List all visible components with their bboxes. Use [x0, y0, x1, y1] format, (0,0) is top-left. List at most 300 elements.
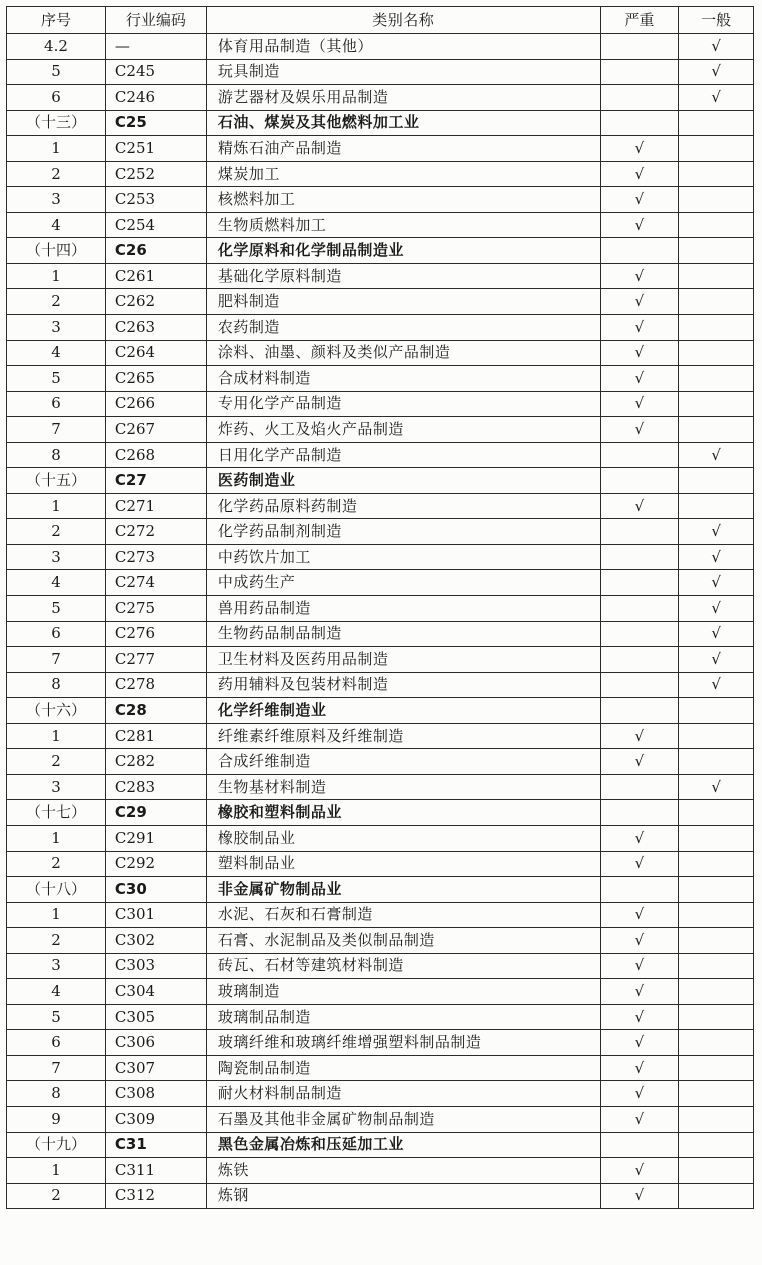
- table-row: [7, 596, 754, 622]
- row-no: 2: [7, 161, 106, 187]
- row-no: 2: [7, 851, 106, 877]
- row-name: 专用化学产品制造: [206, 391, 600, 417]
- row-severe-cell: [600, 417, 679, 443]
- table-row: [7, 289, 754, 315]
- row-severe-cell: [600, 647, 679, 673]
- row-name: 农药制造: [206, 315, 600, 341]
- row-general-cell: [679, 596, 754, 622]
- row-general-cell: [679, 1055, 754, 1081]
- row-general-cell: [679, 1004, 754, 1030]
- row-name: 涂料、油墨、颜料及类似产品制造: [206, 340, 600, 366]
- check-mark-icon: √: [634, 292, 645, 311]
- check-mark-icon: √: [634, 394, 645, 413]
- row-severe-cell: [600, 570, 679, 596]
- check-mark-icon: √: [634, 828, 645, 847]
- row-name: 核燃料加工: [206, 187, 600, 213]
- industry-classification-table: [6, 6, 754, 1209]
- header-general: 一般: [679, 7, 754, 34]
- table-row: [7, 161, 754, 187]
- header-code: 行业编码: [105, 7, 206, 34]
- row-severe-cell: [600, 1106, 679, 1132]
- row-code: C278: [105, 672, 206, 698]
- row-general-cell: [679, 774, 754, 800]
- check-mark-icon: √: [634, 956, 645, 975]
- table-row: [7, 493, 754, 519]
- row-severe-cell: [600, 315, 679, 341]
- check-mark-icon: √: [711, 777, 721, 796]
- row-no: 5: [7, 1004, 106, 1030]
- check-mark-icon: √: [634, 138, 645, 157]
- check-mark-icon: √: [711, 573, 721, 592]
- table-header-row: [7, 7, 754, 34]
- check-mark-icon: √: [634, 343, 645, 362]
- row-code: C267: [105, 417, 206, 443]
- row-no: 1: [7, 136, 106, 162]
- row-code: C277: [105, 647, 206, 673]
- row-severe-cell: [600, 749, 679, 775]
- row-no: 3: [7, 315, 106, 341]
- row-code: C268: [105, 442, 206, 468]
- table-row: [7, 544, 754, 570]
- row-code: C25: [105, 110, 206, 136]
- section-row: [7, 698, 754, 724]
- row-general-cell: [679, 136, 754, 162]
- row-severe-cell: [600, 212, 679, 238]
- row-name: 炼钢: [206, 1183, 600, 1209]
- check-mark-icon: √: [634, 1033, 645, 1052]
- row-name: 玻璃制品制造: [206, 1004, 600, 1030]
- row-no: （十六）: [7, 698, 106, 724]
- row-code: C27: [105, 468, 206, 494]
- row-general-cell: [679, 1158, 754, 1184]
- row-name: 体育用品制造（其他）: [206, 34, 600, 60]
- row-no: 3: [7, 953, 106, 979]
- row-severe-cell: [600, 136, 679, 162]
- row-general-cell: [679, 366, 754, 392]
- row-severe-cell: [600, 621, 679, 647]
- row-severe-cell: [600, 928, 679, 954]
- row-general-cell: [679, 647, 754, 673]
- row-code: C281: [105, 723, 206, 749]
- row-code: C312: [105, 1183, 206, 1209]
- table-row: [7, 979, 754, 1005]
- check-mark-icon: √: [634, 496, 645, 515]
- check-mark-icon: √: [711, 522, 721, 541]
- row-name: 橡胶和塑料制品业: [206, 800, 600, 826]
- row-no: 4: [7, 570, 106, 596]
- section-row: [7, 238, 754, 264]
- row-code: C26: [105, 238, 206, 264]
- row-severe-cell: [600, 493, 679, 519]
- row-severe-cell: [600, 519, 679, 545]
- row-name: 中成药生产: [206, 570, 600, 596]
- row-name: 塑料制品业: [206, 851, 600, 877]
- row-general-cell: [679, 544, 754, 570]
- row-no: 2: [7, 289, 106, 315]
- check-mark-icon: √: [711, 547, 721, 566]
- row-no: 5: [7, 596, 106, 622]
- row-severe-cell: [600, 442, 679, 468]
- row-no: （十四）: [7, 238, 106, 264]
- row-no: 1: [7, 1158, 106, 1184]
- table-row: [7, 263, 754, 289]
- check-mark-icon: √: [711, 598, 721, 617]
- row-general-cell: [679, 110, 754, 136]
- header-severe: 严重: [600, 7, 679, 34]
- row-severe-cell: [600, 263, 679, 289]
- section-row: [7, 1132, 754, 1158]
- row-severe-cell: [600, 1004, 679, 1030]
- check-mark-icon: √: [634, 1007, 645, 1026]
- row-no: 7: [7, 647, 106, 673]
- table-row: [7, 59, 754, 85]
- check-mark-icon: √: [634, 215, 645, 234]
- row-name: 非金属矿物制品业: [206, 877, 600, 903]
- row-severe-cell: [600, 1158, 679, 1184]
- row-code: C246: [105, 85, 206, 111]
- row-no: 3: [7, 187, 106, 213]
- table-row: [7, 1183, 754, 1209]
- table-row: [7, 1158, 754, 1184]
- row-severe-cell: [600, 979, 679, 1005]
- row-general-cell: [679, 953, 754, 979]
- row-code: C266: [105, 391, 206, 417]
- row-name: 陶瓷制品制造: [206, 1055, 600, 1081]
- row-severe-cell: [600, 774, 679, 800]
- row-code: C311: [105, 1158, 206, 1184]
- row-code: C282: [105, 749, 206, 775]
- row-general-cell: [679, 621, 754, 647]
- row-general-cell: [679, 263, 754, 289]
- table-row: [7, 366, 754, 392]
- row-general-cell: [679, 851, 754, 877]
- row-code: C305: [105, 1004, 206, 1030]
- table-row: [7, 953, 754, 979]
- check-mark-icon: √: [634, 1109, 645, 1128]
- header-no: 序号: [7, 7, 106, 34]
- row-no: 2: [7, 928, 106, 954]
- row-code: C306: [105, 1030, 206, 1056]
- row-code: C252: [105, 161, 206, 187]
- table-row: [7, 1030, 754, 1056]
- table-row: [7, 1055, 754, 1081]
- row-no: （十五）: [7, 468, 106, 494]
- row-code: C31: [105, 1132, 206, 1158]
- header-name: 类别名称: [206, 7, 600, 34]
- row-no: 8: [7, 442, 106, 468]
- row-code: C251: [105, 136, 206, 162]
- row-code: C273: [105, 544, 206, 570]
- check-mark-icon: √: [634, 982, 645, 1000]
- row-no: 3: [7, 544, 106, 570]
- check-mark-icon: √: [634, 368, 645, 387]
- row-no: 5: [7, 59, 106, 85]
- row-general-cell: [679, 1081, 754, 1107]
- table-row: [7, 391, 754, 417]
- row-no: 6: [7, 391, 106, 417]
- row-general-cell: [679, 698, 754, 724]
- row-general-cell: [679, 672, 754, 698]
- check-mark-icon: √: [634, 164, 645, 183]
- row-general-cell: [679, 187, 754, 213]
- row-no: 1: [7, 263, 106, 289]
- row-name: 生物质燃料加工: [206, 212, 600, 238]
- section-row: [7, 877, 754, 903]
- row-severe-cell: [600, 596, 679, 622]
- row-name: 耐火材料制品制造: [206, 1081, 600, 1107]
- row-code: C302: [105, 928, 206, 954]
- row-severe-cell: [600, 1030, 679, 1056]
- row-general-cell: [679, 442, 754, 468]
- row-general-cell: [679, 161, 754, 187]
- row-no: 4.2: [7, 34, 106, 60]
- row-general-cell: [679, 928, 754, 954]
- row-name: 石油、煤炭及其他燃料加工业: [206, 110, 600, 136]
- row-severe-cell: [600, 1132, 679, 1158]
- table-row: [7, 672, 754, 698]
- row-code: C28: [105, 698, 206, 724]
- row-severe-cell: [600, 366, 679, 392]
- row-severe-cell: [600, 187, 679, 213]
- check-mark-icon: √: [634, 190, 645, 209]
- row-general-cell: [679, 289, 754, 315]
- check-mark-icon: √: [711, 87, 721, 106]
- row-code: C303: [105, 953, 206, 979]
- row-severe-cell: [600, 1055, 679, 1081]
- check-mark-icon: √: [634, 752, 645, 771]
- row-name: 化学纤维制造业: [206, 698, 600, 724]
- table-row: [7, 825, 754, 851]
- row-name: 玩具制造: [206, 59, 600, 85]
- check-mark-icon: √: [634, 1186, 645, 1205]
- row-general-cell: [679, 315, 754, 341]
- table-row: [7, 928, 754, 954]
- row-no: 3: [7, 774, 106, 800]
- row-general-cell: [679, 85, 754, 111]
- row-general-cell: [679, 570, 754, 596]
- row-general-cell: [679, 1183, 754, 1209]
- row-name: 药用辅料及包装材料制造: [206, 672, 600, 698]
- row-no: 5: [7, 366, 106, 392]
- row-no: 2: [7, 749, 106, 775]
- row-general-cell: [679, 877, 754, 903]
- row-no: 9: [7, 1106, 106, 1132]
- row-general-cell: [679, 212, 754, 238]
- row-severe-cell: [600, 953, 679, 979]
- row-no: （十七）: [7, 800, 106, 826]
- table-body: [7, 34, 754, 1209]
- row-name: 中药饮片加工: [206, 544, 600, 570]
- check-mark-icon: √: [634, 1160, 645, 1179]
- check-mark-icon: √: [634, 1084, 645, 1103]
- row-name: 合成材料制造: [206, 366, 600, 392]
- row-severe-cell: [600, 161, 679, 187]
- row-name: 日用化学产品制造: [206, 442, 600, 468]
- row-name: 水泥、石灰和石膏制造: [206, 902, 600, 928]
- row-name: 橡胶制品业: [206, 825, 600, 851]
- check-mark-icon: √: [634, 1058, 645, 1077]
- row-name: 炸药、火工及焰火产品制造: [206, 417, 600, 443]
- row-code: C264: [105, 340, 206, 366]
- row-general-cell: [679, 1132, 754, 1158]
- row-general-cell: [679, 800, 754, 826]
- row-name: 砖瓦、石材等建筑材料制造: [206, 953, 600, 979]
- row-code: C261: [105, 263, 206, 289]
- row-severe-cell: [600, 698, 679, 724]
- table-row: [7, 417, 754, 443]
- row-code: C262: [105, 289, 206, 315]
- row-severe-cell: [600, 391, 679, 417]
- row-no: 7: [7, 1055, 106, 1081]
- row-name: 玻璃制造: [206, 979, 600, 1005]
- row-code: C275: [105, 596, 206, 622]
- row-general-cell: [679, 519, 754, 545]
- table-row: [7, 647, 754, 673]
- check-mark-icon: √: [711, 624, 721, 643]
- row-general-cell: [679, 825, 754, 851]
- row-code: C309: [105, 1106, 206, 1132]
- row-general-cell: [679, 979, 754, 1005]
- row-name: 黑色金属冶炼和压延加工业: [206, 1132, 600, 1158]
- row-severe-cell: [600, 800, 679, 826]
- row-code: C271: [105, 493, 206, 519]
- table-row: [7, 570, 754, 596]
- row-no: 4: [7, 212, 106, 238]
- row-severe-cell: [600, 110, 679, 136]
- row-no: 7: [7, 417, 106, 443]
- row-name: 石墨及其他非金属矿物制品制造: [206, 1106, 600, 1132]
- section-row: [7, 468, 754, 494]
- table-row: [7, 187, 754, 213]
- row-no: 2: [7, 1183, 106, 1209]
- row-name: 肥料制造: [206, 289, 600, 315]
- row-no: 6: [7, 85, 106, 111]
- row-general-cell: [679, 723, 754, 749]
- row-name: 纤维素纤维原料及纤维制造: [206, 723, 600, 749]
- table-row: [7, 723, 754, 749]
- row-name: 兽用药品制造: [206, 596, 600, 622]
- row-no: （十三）: [7, 110, 106, 136]
- table-row: [7, 212, 754, 238]
- row-severe-cell: [600, 238, 679, 264]
- row-no: 8: [7, 672, 106, 698]
- row-no: 4: [7, 340, 106, 366]
- row-general-cell: [679, 1106, 754, 1132]
- row-general-cell: [679, 468, 754, 494]
- row-general-cell: [679, 1030, 754, 1056]
- section-row: [7, 800, 754, 826]
- check-mark-icon: √: [711, 62, 721, 81]
- row-code: C291: [105, 825, 206, 851]
- row-severe-cell: [600, 59, 679, 85]
- check-mark-icon: √: [634, 905, 645, 924]
- check-mark-icon: √: [634, 419, 645, 438]
- row-name: 化学药品制剂制造: [206, 519, 600, 545]
- row-no: 1: [7, 493, 106, 519]
- check-mark-icon: √: [634, 317, 645, 336]
- row-code: C272: [105, 519, 206, 545]
- table-row: [7, 749, 754, 775]
- row-general-cell: [679, 59, 754, 85]
- row-code: C292: [105, 851, 206, 877]
- row-code: C254: [105, 212, 206, 238]
- row-code: C253: [105, 187, 206, 213]
- row-no: 1: [7, 825, 106, 851]
- row-name: 玻璃纤维和玻璃纤维增强塑料制品制造: [206, 1030, 600, 1056]
- check-mark-icon: √: [634, 726, 645, 745]
- row-severe-cell: [600, 340, 679, 366]
- row-severe-cell: [600, 289, 679, 315]
- row-code: C301: [105, 902, 206, 928]
- table-row: [7, 34, 754, 60]
- check-mark-icon: √: [634, 266, 645, 285]
- row-name: 煤炭加工: [206, 161, 600, 187]
- row-severe-cell: [600, 877, 679, 903]
- row-name: 炼铁: [206, 1158, 600, 1184]
- row-name: 生物药品制品制造: [206, 621, 600, 647]
- row-code: C307: [105, 1055, 206, 1081]
- row-general-cell: [679, 238, 754, 264]
- row-no: （十九）: [7, 1132, 106, 1158]
- row-code: C29: [105, 800, 206, 826]
- row-no: 1: [7, 902, 106, 928]
- row-code: C245: [105, 59, 206, 85]
- row-name: 化学药品原料药制造: [206, 493, 600, 519]
- row-severe-cell: [600, 544, 679, 570]
- table-row: [7, 1106, 754, 1132]
- row-no: 8: [7, 1081, 106, 1107]
- row-name: 合成纤维制造: [206, 749, 600, 775]
- row-general-cell: [679, 340, 754, 366]
- row-name: 生物基材料制造: [206, 774, 600, 800]
- table-row: [7, 315, 754, 341]
- row-general-cell: [679, 902, 754, 928]
- row-severe-cell: [600, 468, 679, 494]
- row-severe-cell: [600, 723, 679, 749]
- row-name: 化学原料和化学制品制造业: [206, 238, 600, 264]
- row-no: 6: [7, 1030, 106, 1056]
- row-code: C308: [105, 1081, 206, 1107]
- table-row: [7, 1004, 754, 1030]
- table-row: [7, 621, 754, 647]
- row-severe-cell: [600, 85, 679, 111]
- check-mark-icon: √: [634, 854, 645, 873]
- row-name: 石膏、水泥制品及类似制品制造: [206, 928, 600, 954]
- row-severe-cell: [600, 1081, 679, 1107]
- row-general-cell: [679, 493, 754, 519]
- table-row: [7, 340, 754, 366]
- section-row: [7, 110, 754, 136]
- row-no: 1: [7, 723, 106, 749]
- row-no: 2: [7, 519, 106, 545]
- check-mark-icon: √: [634, 930, 645, 949]
- table-row: [7, 85, 754, 111]
- row-name: 基础化学原料制造: [206, 263, 600, 289]
- table-row: [7, 442, 754, 468]
- check-mark-icon: √: [711, 36, 721, 55]
- row-code: C274: [105, 570, 206, 596]
- row-severe-cell: [600, 672, 679, 698]
- row-general-cell: [679, 391, 754, 417]
- row-no: 4: [7, 979, 106, 1005]
- row-name: 医药制造业: [206, 468, 600, 494]
- check-mark-icon: √: [711, 649, 721, 668]
- row-no: 6: [7, 621, 106, 647]
- table-row: [7, 902, 754, 928]
- row-code: C265: [105, 366, 206, 392]
- row-name: 卫生材料及医药用品制造: [206, 647, 600, 673]
- row-code: C263: [105, 315, 206, 341]
